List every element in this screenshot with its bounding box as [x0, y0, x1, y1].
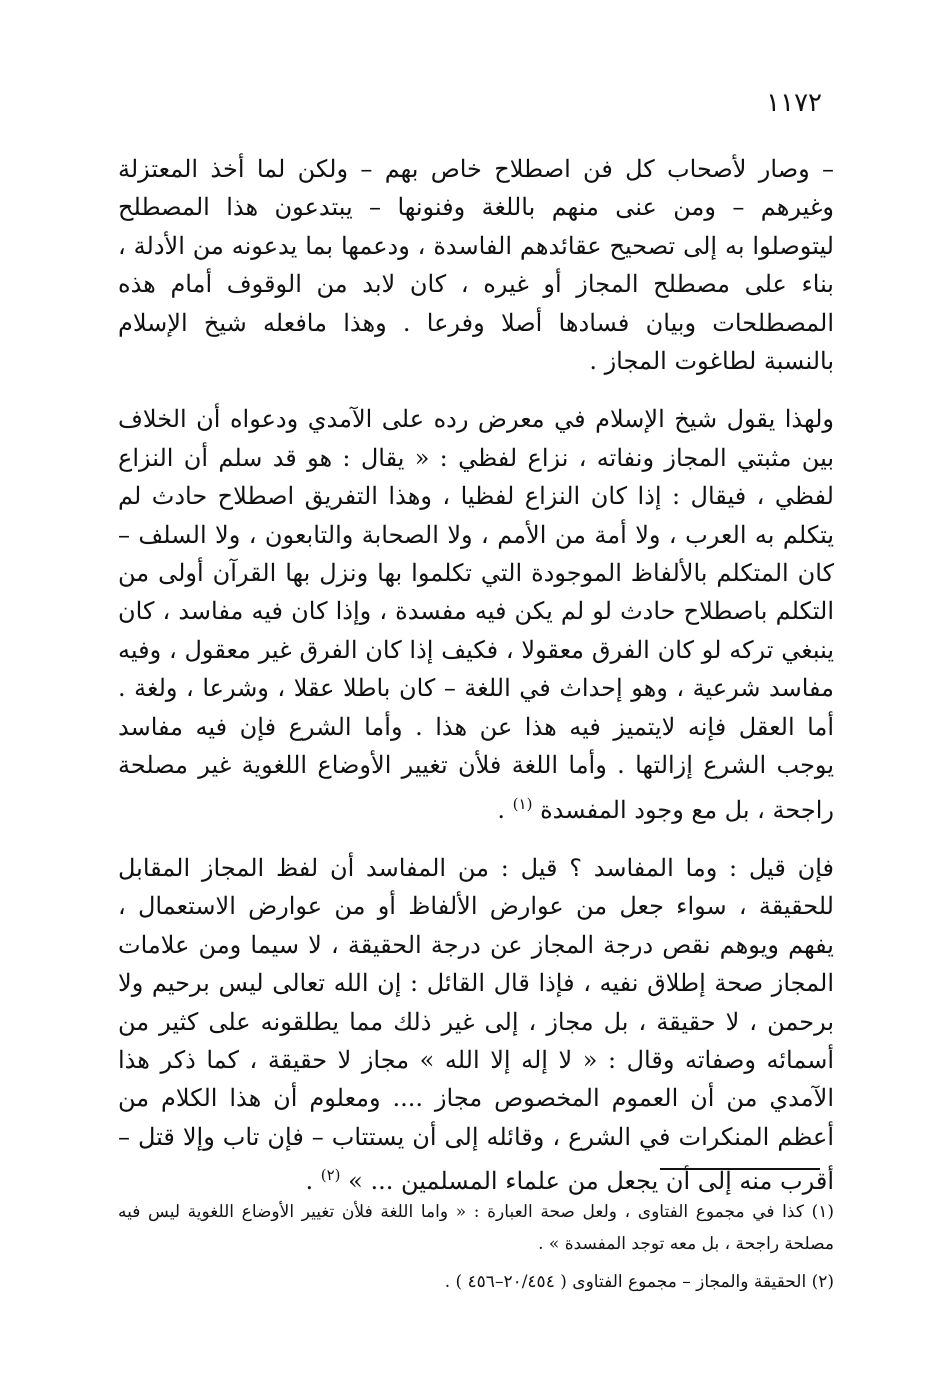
footnotes: [118, 1196, 834, 1304]
paragraph-3-text: فإن قيل : وما المفاسد ؟ قيل : من المفاسد أن لفظ المجاز المقابل للحقيقة ، سواء جعل من عوارض الألفاظ أو من عوارض الاستعمال ، يفهم ويوهم نقص درجة المجاز عن درجة الحقيقة ، لا سيما ومن علامات المجاز صحة إطلاق نفيه ، فإذا قال القائل : إن الله تعالى ليس برحيم ولا برحمن ، لا حقيقة ، بل مجاز ، إلى غير ذلك مما يطلقونه على كثير من أسمائه وصفاته وقال : « لا إله إلا الله » مجاز لا حقيقة ، كما ذكر هذا الآمدي من أن العموم المخصوص مجاز .... ومعلوم أن هذا الكلام من أعظم المنكرات في الشرع ، وقائله إلى أن يستتاب – فإن تاب وإلا قتل – أقرب منه إلى أن يجعل من علماء المسلمين ... »: [118, 853, 834, 1196]
page-number: ١١٧٢: [766, 88, 822, 118]
paragraph-3-period: .: [305, 1167, 314, 1196]
paragraph-2-period: .: [497, 795, 506, 824]
paragraph-2: [118, 400, 834, 828]
paragraph-1-text: – وصار لأصحاب كل فن اصطلاح خاص بهم – ولكن لما أخذ المعتزلة وغيرهم – ومن عنى منهم باللغة وفنونها – يبتدعون هذا المصطلح ليتوصلوا به إلى تصحيح عقائدهم الفاسدة ، ودعمها بما يدعونه من الأدلة ، بناء على مصطلح المجاز أو غيره ، كان لابد من الوقوف أمام هذه المصطلحات وبيان فسادها أصلا وفرعا . وهذا مافعله شيخ الإسلام بالنسبة لطاغوت المجاز .: [118, 155, 834, 376]
footnote-divider: [660, 1168, 820, 1170]
paragraph-2-text: ولهذا يقول شيخ الإسلام في معرض رده على الآمدي ودعواه أن الخلاف بين مثبتي المجاز ونفاته ، نزاع لفظي : « يقال : هو قد سلم أن النزاع لفظي ، فيقال : إذا كان النزاع لفظيا ، وهذا التفريق اصطلاح حادث لم يتكلم به العرب ، ولا أمة من الأمم ، ولا الصحابة والتابعون ، ولا السلف – كان المتكلم بالألفاظ الموجودة التي تكلموا بها ونزل بها القرآن أولى من التكلم باصطلاح حادث لو لم يكن فيه مفسدة ، وإذا كان فيه مفاسد ، كان ينبغي تركه لو كان الفرق معقولا ، فكيف إذا كان الفرق غير معقول ، وفيه مفاسد شرعية ، وهو إحداث في اللغة – كان باطلا عقلا ، وشرعا ، ولغة . أما العقل فإنه لايتميز فيه هذا عن هذا . وأما الشرع فإن فيه مفاسد يوجب الشرع إزالتها . وأما اللغة فلأن تغيير الأوضاع اللغوية غير مصلحة راجحة ، بل مع وجود المفسدة: [118, 405, 834, 824]
paragraph-1: [118, 150, 834, 380]
footnote-1: (١) كذا في مجموع الفتاوى ، ولعل صحة العبارة : « واما اللغة فلأن تغيير الأوضاع اللغوية ليس فيه مصلحة راجحة ، بل معه توجد المفسدة » .: [118, 1202, 834, 1254]
footnote-2: (٢) الحقيقة والمجاز – مجموع الفتاوى ( ٢٠/٤٥٤–٤٥٦ ) .: [444, 1272, 834, 1292]
footnote-ref-2: (٢): [320, 1166, 341, 1185]
paragraph-3: [118, 849, 834, 1201]
footnote-ref-1: (١): [512, 794, 533, 813]
main-text: [118, 150, 834, 1221]
